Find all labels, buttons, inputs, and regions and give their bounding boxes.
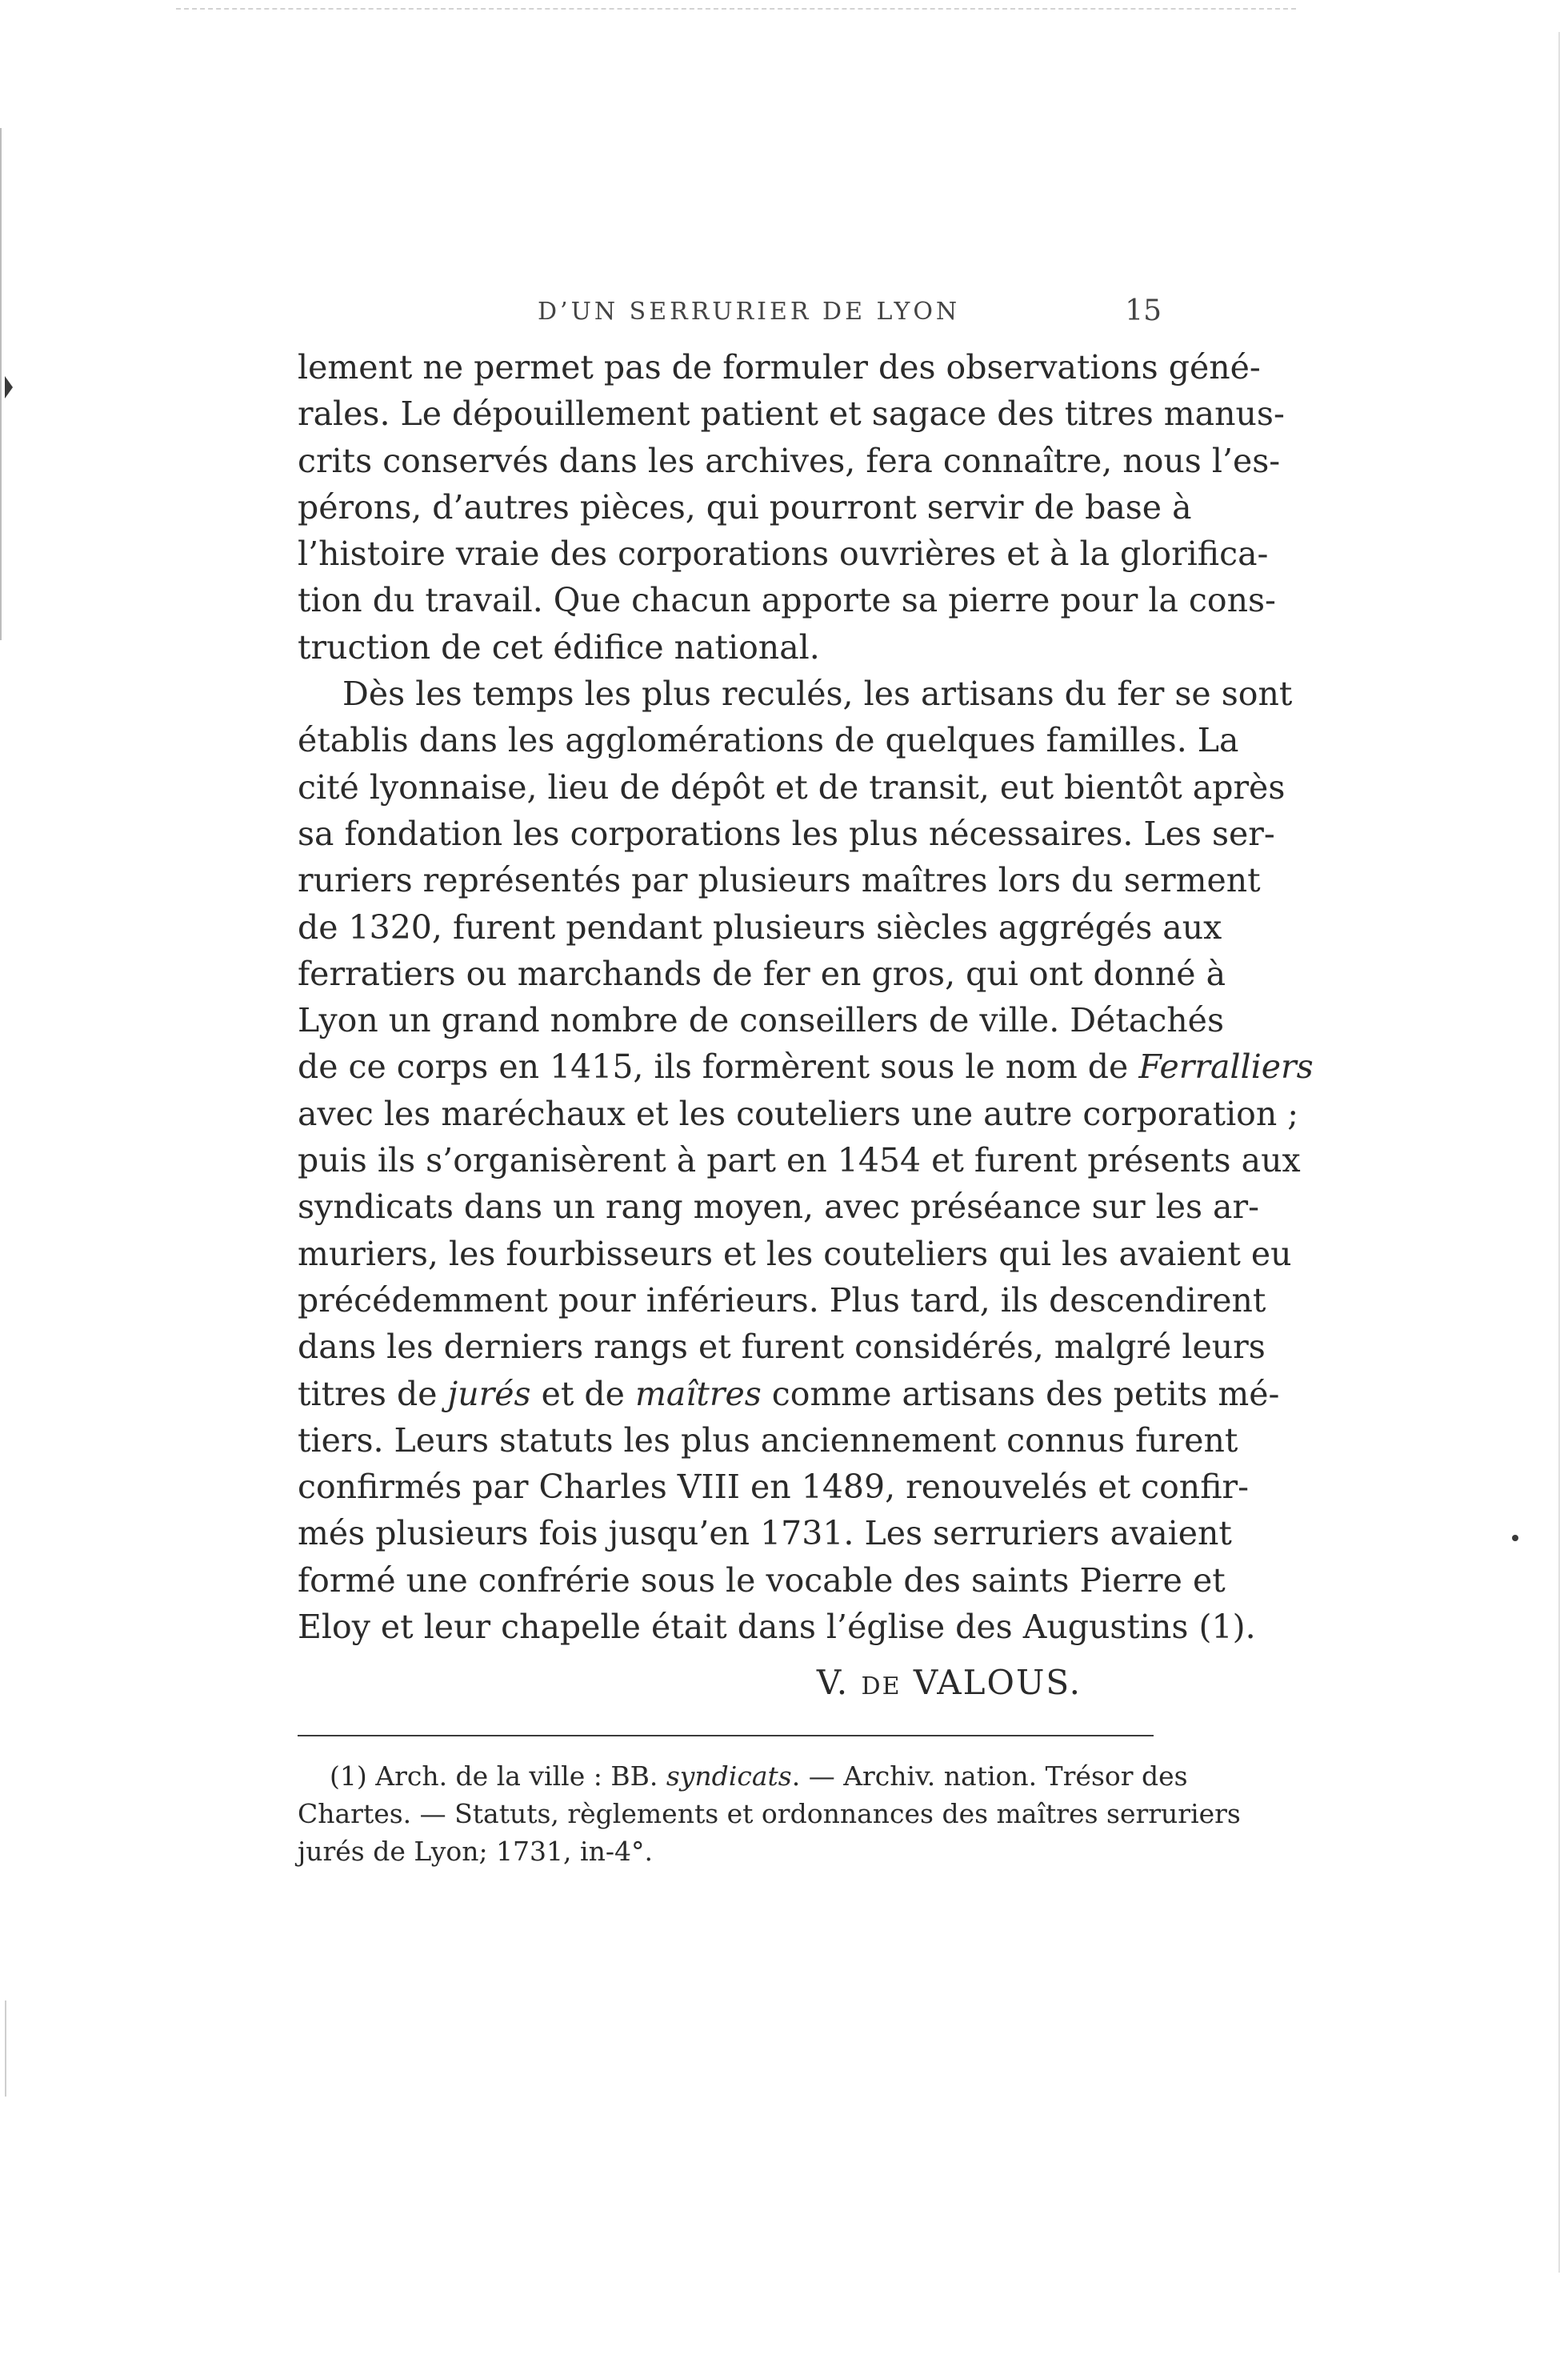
running-head: D’UN SERRURIER DE LYON xyxy=(538,298,961,326)
author-signature xyxy=(298,1663,1082,1702)
footnote-line: jurés de Lyon; 1731, in-4°. xyxy=(298,1836,653,1867)
text-line: lement ne permet pas de formuler des observations géné- xyxy=(298,348,1261,386)
italic-term: Ferralliers xyxy=(1138,1047,1314,1087)
page-header xyxy=(298,288,1162,336)
scan-edge-left-lower xyxy=(5,2001,6,2097)
text-line: Eloy et leur chapelle était dans l’église des Augustins (1). xyxy=(298,1608,1256,1647)
page-number: 15 xyxy=(1125,294,1162,327)
text-line: ferratiers ou marchands de fer en gros, qui ont donné à xyxy=(298,954,1226,993)
scan-margin-mark xyxy=(5,376,13,399)
text-line: puis ils s’organisèrent à part en 1454 et furent présents aux xyxy=(298,1141,1301,1180)
scan-ink-dot xyxy=(1512,1535,1518,1541)
text-line: cité lyonnaise, lieu de dépôt et de transit, eut bientôt après xyxy=(298,767,1286,807)
author-surname: VALOUS. xyxy=(913,1663,1082,1702)
text-line: dans les derniers rangs et furent considérés, malgré leurs xyxy=(298,1328,1266,1367)
author-particle: DE xyxy=(861,1672,902,1700)
text-line: Dès les temps les plus reculés, les artisans du fer se sont xyxy=(342,675,1293,714)
body-text xyxy=(298,344,1314,1650)
italic-term: syndicats xyxy=(666,1760,792,1792)
scan-edge-top xyxy=(176,8,1296,10)
footnotes xyxy=(298,1757,1241,1870)
text-line: établis dans les agglomérations de quelques familles. La xyxy=(298,721,1239,760)
footnote-divider xyxy=(298,1735,1154,1736)
footnote-line xyxy=(298,1757,1188,1795)
text-line: confirmés par Charles VIII en 1489, renouvelés et confir- xyxy=(298,1468,1249,1507)
author-initial: V. xyxy=(816,1663,850,1702)
text-line xyxy=(298,1043,1314,1090)
text-line: de 1320, furent pendant plusieurs siècles aggrégés aux xyxy=(298,907,1222,947)
text-line: rales. Le dépouillement patient et sagace des titres manus- xyxy=(298,395,1285,434)
text-line: més plusieurs fois jusqu’en 1731. Les serruriers avaient xyxy=(298,1514,1232,1553)
text-line: précédemment pour inférieurs. Plus tard, ils descendirent xyxy=(298,1280,1266,1320)
text-line: formé une confrérie sous le vocable des saints Pierre et xyxy=(298,1560,1226,1600)
text-segment: comme artisans des petits mé- xyxy=(761,1374,1280,1413)
text-line: Lyon un grand nombre de conseillers de ville. Détachés xyxy=(298,1001,1224,1040)
text-line xyxy=(298,1371,1280,1417)
text-line: avec les maréchaux et les couteliers une autre corporation ; xyxy=(298,1094,1299,1133)
scan-edge-left xyxy=(0,128,2,640)
text-line: l’histoire vraie des corporations ouvrières et à la glorifica- xyxy=(298,535,1269,574)
text-line: tiers. Leurs statuts les plus anciennement connus furent xyxy=(298,1420,1238,1460)
text-segment: (1) Arch. de la ville : BB. xyxy=(330,1760,666,1792)
text-line: sa fondation les corporations les plus nécessaires. Les ser- xyxy=(298,814,1275,853)
text-line: truction de cet édifice national. xyxy=(298,627,820,667)
text-line: tion du travail. Que chacun apporte sa pierre pour la cons- xyxy=(298,581,1276,620)
text-line: pérons, d’autres pièces, qui pourront servir de base à xyxy=(298,487,1192,527)
footnote-line: Chartes. — Statuts, règlements et ordonnances des maîtres serruriers xyxy=(298,1798,1241,1829)
italic-term: jurés xyxy=(447,1374,531,1413)
text-segment: et de xyxy=(530,1374,635,1413)
text-line: crits conservés dans les archives, fera connaître, nous l’es- xyxy=(298,441,1281,480)
italic-term: maîtres xyxy=(634,1374,762,1413)
text-line: ruriers représentés par plusieurs maîtres lors du serment xyxy=(298,861,1261,900)
text-segment: titres de xyxy=(298,1374,448,1413)
text-line: syndicats dans un rang moyen, avec préséance sur les ar- xyxy=(298,1188,1259,1227)
text-line: muriers, les fourbisseurs et les couteliers qui les avaient eu xyxy=(298,1234,1292,1273)
scan-edge-right xyxy=(1558,32,1560,2273)
text-segment: . — Archiv. nation. Trésor des xyxy=(791,1760,1188,1792)
text-segment: de ce corps en 1415, ils formèrent sous le nom de xyxy=(298,1047,1139,1087)
